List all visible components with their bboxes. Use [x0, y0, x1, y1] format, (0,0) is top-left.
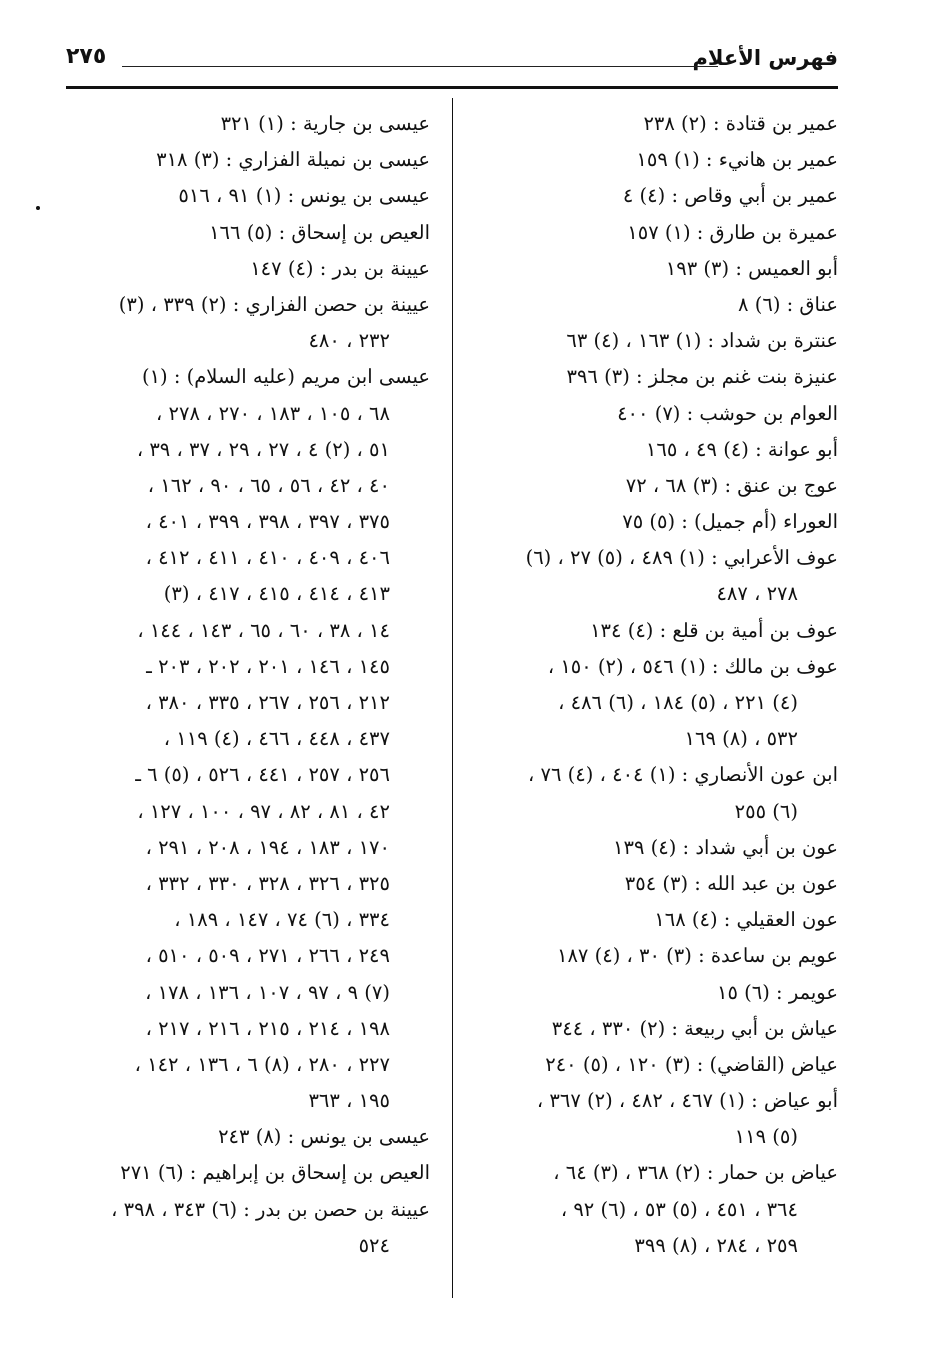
index-entry-continuation: ٥٢٤ — [358, 1233, 390, 1257]
index-entry: العوام بن حوشب : (٧) ٤٠٠ — [617, 401, 838, 425]
index-entry-continuation: ٢٥٦ ، ٢٥٧ ، ٤٤١ ، ٥٢٦ ، (٥) ٦ ـ — [135, 763, 390, 787]
index-entry: عياض بن حمار : (٢) ٣٦٨ ، (٣) ٦٤ ، — [553, 1161, 838, 1185]
index-entry: أبو عياض : (١) ٤٦٧ ، ٤٨٢ ، (٢) ٣٦٧ ، — [536, 1089, 838, 1113]
index-entry: عون العقيلي : (٤) ١٦٨ — [654, 908, 838, 932]
left-column — [66, 106, 430, 1264]
index-entry: عيسى بن نميلة الفزاري : (٣) ٣١٨ — [156, 148, 430, 172]
index-entry: عميرة بن طارق : (١) ١٥٧ — [627, 220, 838, 244]
index-entry-continuation: ٥١ ، (٢) ٤ ، ٢٧ ، ٢٩ ، ٣٧ ، ٣٩ ، — [136, 437, 390, 461]
header-title: فهرس الأعلام — [692, 46, 838, 70]
index-entry-continuation: ٤١٣ ، ٤١٤ ، ٤١٥ ، ٤١٧ ، (٣) — [163, 582, 390, 606]
index-entry-continuation: (٥) ١١٩ — [734, 1125, 798, 1149]
index-entry-continuation: ٤٢ ، ٨١ ، ٨٢ ، ٩٧ ، ١٠٠ ، ١٢٧ ، — [137, 799, 390, 823]
index-entry: عنيزة بنت غنم بن مجلز : (٣) ٣٩٦ — [566, 365, 838, 389]
index-entry-continuation: ٤٣٧ ، ٤٤٨ ، ٤٦٦ ، (٤) ١١٩ ، — [163, 727, 390, 751]
index-entry: عمير بن أبي وقاص : (٤) ٤ — [622, 184, 838, 208]
index-entry: عويمر : (٦) ١٥ — [717, 980, 838, 1004]
index-entry-continuation: ١٧٠ ، ١٨٣ ، ١٩٤ ، ٢٠٨ ، ٢٩١ ، — [145, 835, 390, 859]
index-entry-continuation: ٢١٢ ، ٢٥٦ ، ٢٦٧ ، ٣٣٥ ، ٣٨٠ ، — [145, 691, 390, 714]
index-entry: العيص بن إسحاق بن إبراهيم : (٦) ٢٧١ — [120, 1161, 430, 1185]
index-entry: عون بن عبد الله : (٣) ٣٥٤ — [624, 871, 838, 895]
header-leader-line — [122, 66, 718, 67]
page-number: ٢٧٥ — [66, 44, 107, 69]
index-entry-continuation: ٥٣٢ ، (٨) ١٦٩ — [684, 727, 798, 751]
index-entry-continuation: ٢٢٧ ، ٢٨٠ ، (٨) ٦ ، ١٣٦ ، ١٤٢ ، — [134, 1052, 390, 1076]
index-entry-continuation: ١٤ ، ٣٨ ، ٦٠ ، ٦٥ ، ١٤٣ ، ١٤٤ ، — [137, 618, 390, 642]
index-entry-continuation: ٤٠٦ ، ٤٠٩ ، ٤١٠ ، ٤١١ ، ٤١٢ ، — [145, 546, 390, 570]
index-entry-continuation: ٢٣٢ ، ٤٨٠ — [308, 329, 390, 353]
index-entry: عنترة بن شداد : (١) ١٦٣ ، (٤) ٦٣ — [566, 329, 838, 353]
index-entry-continuation: ١٩٨ ، ٢١٤ ، ٢١٥ ، ٢١٦ ، ٢١٧ ، — [145, 1016, 390, 1040]
index-entry-continuation: ٢٤٩ ، ٢٦٦ ، ٢٧١ ، ٥٠٩ ، ٥١٠ ، — [145, 944, 390, 968]
index-entry-continuation: (٧) ٩ ، ٩٧ ، ١٠٧ ، ١٣٦ ، ١٧٨ ، — [145, 980, 390, 1004]
index-entry: ابن عون الأنصاري : (١) ٤٠٤ ، (٤) ٧٦ ، — [528, 763, 838, 787]
index-entry-continuation: ٢٧٨ ، ٤٨٧ — [716, 582, 798, 606]
index-entry: عويم بن ساعدة : (٣) ٣٠ ، (٤) ١٨٧ — [556, 944, 838, 968]
page-header — [66, 40, 838, 84]
index-entry: عوج بن عنق : (٣) ٦٨ ، ٧٢ — [625, 473, 838, 497]
index-entry: عوف بن أمية بن قلع : (٤) ١٣٤ — [590, 618, 838, 642]
index-entry: عيسى بن يونس : (١) ٩١ ، ٥١٦ — [178, 184, 430, 208]
index-entry-continuation: ٣٧٥ ، ٣٩٧ ، ٣٩٨ ، ٣٩٩ ، ٤٠١ ، — [145, 510, 390, 534]
index-entry: عوف بن مالك : (١) ٥٤٦ ، (٢) ١٥٠ ، — [547, 654, 838, 678]
column-divider — [452, 98, 453, 1298]
index-entry-continuation: ٣٣٤ ، (٦) ٧٤ ، ١٤٧ ، ١٨٩ ، — [174, 908, 390, 932]
index-entry: عيينة بن بدر : (٤) ١٤٧ — [250, 256, 430, 280]
index-entry: عياش بن أبي ربيعة : (٢) ٣٣٠ ، ٣٤٤ — [551, 1016, 838, 1040]
index-entry: العيص بن إسحاق : (٥) ١٦٦ — [209, 220, 430, 244]
index-entry: عيينة بن حصن بن بدر : (٦) ٣٤٣ ، ٣٩٨ ، — [111, 1197, 430, 1221]
index-entry: أبو العميس : (٣) ١٩٣ — [665, 256, 838, 280]
index-entry-continuation: ٣٢٥ ، ٣٢٦ ، ٣٢٨ ، ٣٣٠ ، ٣٣٢ ، — [145, 871, 390, 895]
index-entry: عمير بن قتادة : (٢) ٢٣٨ — [643, 112, 838, 135]
index-entry: عيسى بن يونس : (٨) ٢٤٣ — [218, 1125, 430, 1149]
index-entry: العوراء (أم جميل) : (٥) ٧٥ — [622, 510, 838, 534]
index-entry: عياض (القاضي) : (٣) ١٢٠ ، (٥) ٢٤٠ — [545, 1052, 838, 1076]
index-entry: عون بن أبي شداد : (٤) ١٣٩ — [613, 835, 838, 859]
index-entry-continuation: ١٤٥ ، ١٤٦ ، ٢٠١ ، ٢٠٢ ، ٢٠٣ ـ — [146, 654, 390, 678]
index-entry-continuation: ٢٥٩ ، ٢٨٤ ، (٨) ٣٩٩ — [634, 1233, 798, 1257]
index-entry: عمير بن هانيء : (١) ١٥٩ — [636, 148, 838, 172]
index-entry-continuation: ٦٨ ، ١٠٥ ، ١٨٣ ، ٢٧٠ ، ٢٧٨ ، — [156, 401, 390, 425]
index-entry: عيسى ابن مريم (عليه السلام) : (١) — [141, 365, 430, 389]
index-entry: أبو عوانة : (٤) ٤٩ ، ١٦٥ — [645, 437, 838, 461]
index-entry-continuation: (٤) ٢٢١ ، (٥) ١٨٤ ، (٦) ٤٨٦ ، — [558, 691, 798, 714]
right-column — [470, 106, 838, 1264]
index-entry: عوف الأعرابي : (١) ٤٨٩ ، (٥) ٢٧ ، (٦) — [525, 546, 838, 570]
index-entry: عناق : (٦) ٨ — [738, 292, 838, 316]
margin-dot — [36, 206, 40, 210]
header-rule — [66, 86, 838, 89]
index-entry-continuation: ٣٦٤ ، ٤٥١ ، (٥) ٥٣ ، (٦) ٩٢ ، — [560, 1197, 798, 1221]
index-entry-continuation: (٦) ٢٥٥ — [734, 799, 798, 823]
index-entry: عيسى بن جارية : (١) ٣٢١ — [220, 112, 430, 135]
index-entry-continuation: ١٩٥ ، ٣٦٣ — [308, 1089, 390, 1113]
index-entry: عيينة بن حصن الفزاري : (٢) ٣٣٩ ، (٣) — [118, 292, 430, 316]
index-entry-continuation: ٤٠ ، ٤٢ ، ٥٦ ، ٦٥ ، ٩٠ ، ١٦٢ ، — [147, 473, 390, 497]
